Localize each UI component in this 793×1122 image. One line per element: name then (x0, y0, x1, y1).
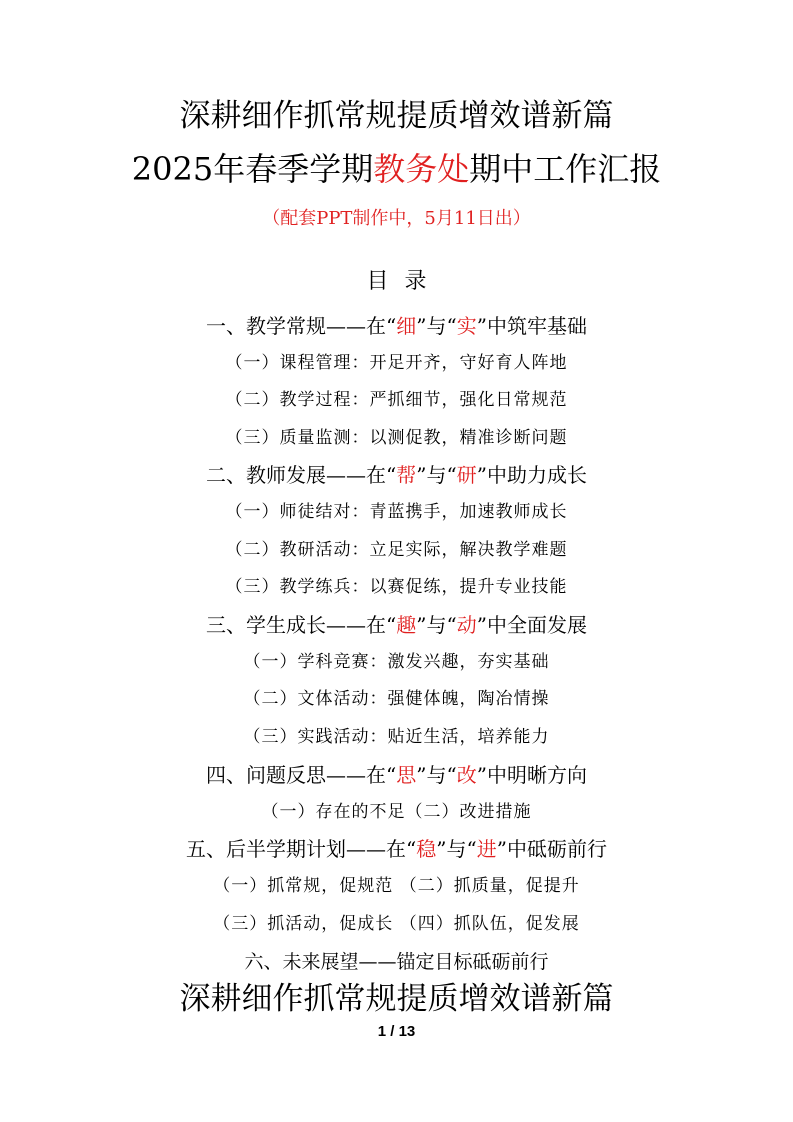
section-keyword: 动 (456, 613, 477, 637)
toc-subitem: （一）师徒结对：青蓝携手，加速教师成长 (225, 502, 568, 522)
section-keyword: 帮 (396, 463, 417, 487)
title-prefix: 2025年春季学期 (131, 150, 374, 188)
toc-subitem: （三）实践活动：贴近生活，培养能力 (243, 727, 550, 747)
section-keyword: 思 (396, 763, 417, 787)
section-text: 四、问题反思——在“ (206, 763, 397, 787)
section-text: ”与“ (436, 837, 477, 861)
section-keyword: 实 (456, 314, 477, 338)
section-text: 一、教学常规——在“ (206, 314, 397, 338)
section-keyword: 改 (456, 763, 477, 787)
section-keyword: 趣 (396, 613, 417, 637)
section-text: 二、教师发展——在“ (206, 463, 397, 487)
toc-subitem: （三）教学练兵：以赛促练，提升专业技能 (225, 577, 568, 597)
toc-subitem: （二）教学过程：严抓细节，强化日常规范 (225, 390, 568, 410)
section-text: 五、后半学期计划——在“ (186, 837, 417, 861)
toc-heading-text: 目录 (366, 269, 443, 294)
section-keyword: 研 (456, 463, 477, 487)
section-text: ”中砥砺前行 (496, 837, 607, 861)
section-text: ”中筑牢基础 (476, 314, 587, 338)
page-number: 1 / 13 (377, 1023, 416, 1040)
toc-subitem: （一）存在的不足（二）改进措施 (261, 802, 532, 822)
section-text: ”与“ (416, 314, 457, 338)
toc-heading (0, 265, 793, 299)
section-text: 三、学生成长——在“ (206, 613, 397, 637)
toc-subitem: （一）课程管理：开足开齐，守好育人阵地 (225, 353, 568, 373)
ppt-note: （配套PPT制作中，5月11日出） (262, 208, 531, 229)
title-suffix: 期中工作汇报 (469, 150, 662, 188)
closing-title: 深耕细作抓常规提质增效谱新篇 (179, 981, 614, 1017)
section-text: ”中明晰方向 (476, 763, 587, 787)
toc-section-2 (0, 460, 793, 490)
document-subtitle-heading (0, 148, 793, 190)
section-keyword: 细 (396, 314, 417, 338)
toc-section-3 (0, 610, 793, 640)
document-title: 深耕细作抓常规提质增效谱新篇 (179, 98, 614, 134)
toc-subitem: （一）学科竞赛：激发兴趣，夯实基础 (243, 652, 550, 672)
toc-section-5 (0, 834, 793, 864)
section-text: ”与“ (416, 463, 457, 487)
toc-subitem: （三）抓活动，促成长 （四）抓队伍，促发展 (213, 914, 580, 934)
toc-subitem: （三）质量监测：以测促教，精准诊断问题 (225, 428, 568, 448)
toc-subitem: （一）抓常规，促规范 （二）抓质量，促提升 (213, 876, 580, 896)
toc-section-6: 六、未来展望——锚定目标砥砺前行 (244, 951, 549, 973)
section-text: ”与“ (416, 763, 457, 787)
section-text: ”中助力成长 (476, 463, 587, 487)
toc-subitem: （二）文体活动：强健体魄，陶冶情操 (243, 689, 550, 709)
toc-subitem: （二）教研活动：立足实际，解决教学难题 (225, 540, 568, 560)
section-keyword: 稳 (416, 837, 437, 861)
toc-section-4 (0, 760, 793, 790)
toc-section-1 (0, 311, 793, 341)
title-highlight: 教务处 (373, 150, 470, 188)
section-text: ”与“ (416, 613, 457, 637)
section-keyword: 进 (476, 837, 497, 861)
section-text: ”中全面发展 (476, 613, 587, 637)
